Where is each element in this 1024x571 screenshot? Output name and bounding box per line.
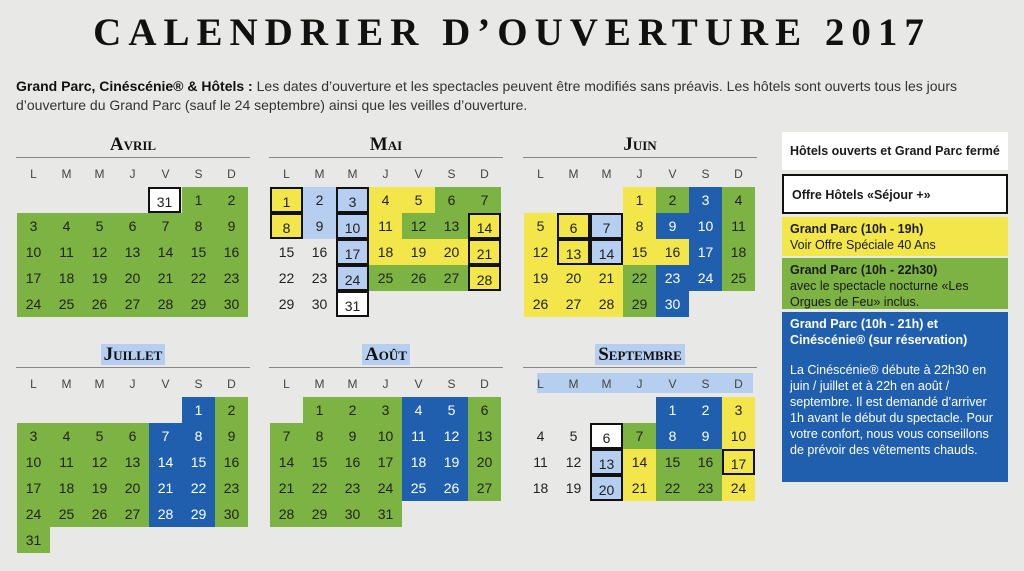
weekday-label: D [480, 377, 489, 391]
day-cell: 7 [623, 423, 656, 449]
day-cell: 21 [623, 475, 656, 501]
day-cell: 28 [270, 501, 303, 527]
day-cell: 12 [524, 239, 557, 265]
day-cell: 31 [148, 187, 181, 213]
day-cell: 28 [590, 291, 623, 317]
day-cell: 23 [215, 265, 248, 291]
day-cell: 9 [656, 213, 689, 239]
weekday-label: L [537, 167, 544, 181]
day-cell: 1 [303, 397, 336, 423]
month-name: Juillet [16, 343, 250, 368]
day-cell: 18 [402, 449, 435, 475]
day-cell: 17 [17, 265, 50, 291]
day-cell: 23 [336, 475, 369, 501]
day-cell: 9 [215, 213, 248, 239]
day-cell: 26 [83, 291, 116, 317]
day-cell: 24 [722, 475, 755, 501]
day-cell: 22 [623, 265, 656, 291]
day-cell: 5 [83, 213, 116, 239]
month-name: Avril [16, 133, 250, 158]
month-5 [523, 343, 757, 563]
day-cell: 31 [369, 501, 402, 527]
day-cell: 29 [278, 296, 295, 312]
day-cell: 30 [656, 291, 689, 317]
day-cell: 24 [17, 501, 50, 527]
weekday-label: J [636, 377, 643, 391]
day-cell: 11 [50, 239, 83, 265]
day-cell: 26 [402, 265, 435, 291]
day-cell: 14 [149, 239, 182, 265]
day-cell: 9 [689, 423, 722, 449]
day-cell: 27 [468, 475, 501, 501]
day-cell: 25 [50, 501, 83, 527]
weekday-label: S [701, 377, 710, 391]
day-cell: 4 [50, 423, 83, 449]
day-cell: 25 [402, 475, 435, 501]
day-cell: 10 [369, 423, 402, 449]
weekday-label: S [194, 377, 203, 391]
day-cell: 8 [656, 423, 689, 449]
day-cell: 14 [623, 449, 656, 475]
day-cell: 3 [17, 423, 50, 449]
weekday-label: L [283, 167, 290, 181]
day-cell: 22 [182, 265, 215, 291]
month-name: Juin [523, 133, 757, 158]
day-cell: 7 [270, 423, 303, 449]
day-cell: 24 [369, 475, 402, 501]
day-cell: 22 [278, 270, 295, 286]
intro-text [16, 77, 1011, 115]
day-cell: 19 [402, 239, 435, 265]
month-name: Septembre [523, 343, 757, 368]
day-cell: 2 [336, 397, 369, 423]
weekday-label: L [283, 377, 290, 391]
day-cell: 20 [557, 265, 590, 291]
day-cell: 20 [116, 265, 149, 291]
day-cell: 8 [182, 423, 215, 449]
day-cell: 27 [116, 501, 149, 527]
day-cell: 31 [336, 291, 369, 317]
weekday-label: D [734, 167, 743, 181]
weekday-label: M [568, 377, 579, 391]
day-cell: 30 [311, 296, 328, 312]
day-cell: 29 [623, 291, 656, 317]
weekday-label: M [94, 377, 105, 391]
weekday-label: V [161, 377, 170, 391]
day-cell: 14 [270, 449, 303, 475]
day-cell: 7 [149, 213, 182, 239]
day-cell: 21 [468, 239, 501, 265]
day-cell: 7 [149, 423, 182, 449]
day-cell: 6 [557, 213, 590, 239]
day-cell: 3 [369, 397, 402, 423]
weekday-label: J [129, 377, 136, 391]
day-cell: 20 [590, 475, 623, 501]
weekday-label: S [194, 167, 203, 181]
day-cell: 5 [83, 423, 116, 449]
day-cell: 30 [215, 291, 248, 317]
day-cell: 3 [722, 397, 755, 423]
day-cell: 18 [532, 480, 549, 496]
day-cell: 16 [336, 449, 369, 475]
day-cell: 17 [17, 475, 50, 501]
day-cell: 18 [369, 239, 402, 265]
day-cell: 5 [569, 428, 578, 444]
day-cell: 15 [656, 449, 689, 475]
day-cell: 10 [336, 213, 369, 239]
day-cell: 18 [722, 239, 755, 265]
day-cell: 4 [536, 428, 545, 444]
day-cell: 28 [149, 501, 182, 527]
day-cell: 25 [722, 265, 755, 291]
weekday-label: J [382, 377, 389, 391]
day-cell: 7 [468, 187, 501, 213]
day-cell: 27 [435, 265, 468, 291]
day-cell: 18 [50, 475, 83, 501]
day-cell: 12 [435, 423, 468, 449]
legend-yellow: Grand Parc (10h - 19h) Voir Offre Spéciale 40 Ans [782, 217, 1008, 256]
day-cell: 19 [524, 265, 557, 291]
day-cell: 31 [17, 527, 50, 553]
day-cell: 29 [182, 291, 215, 317]
weekday-label: D [227, 377, 236, 391]
day-cell: 22 [182, 475, 215, 501]
weekday-label: S [447, 377, 456, 391]
day-cell: 17 [369, 449, 402, 475]
day-cell: 15 [182, 239, 215, 265]
weekday-label: M [568, 167, 579, 181]
day-cell: 28 [149, 291, 182, 317]
day-cell: 5 [435, 397, 468, 423]
weekday-label: M [347, 167, 358, 181]
day-cell: 30 [336, 501, 369, 527]
day-cell: 9 [215, 423, 248, 449]
weekday-label: V [414, 167, 423, 181]
day-cell: 1 [623, 187, 656, 213]
weekday-label: M [61, 377, 72, 391]
day-cell: 21 [149, 265, 182, 291]
day-cell: 29 [303, 501, 336, 527]
month-name: Août [269, 343, 503, 368]
weekday-label: L [30, 167, 37, 181]
weekday-label: M [601, 167, 612, 181]
day-cell: 3 [689, 187, 722, 213]
legend-blue: Grand Parc (10h - 21h) et Cinéscénie® (sur réservation) La Cinéscénie® débute à 22h30 en juin / juillet et à 22h en août / septembre. Il est demandé d’arriver 1h avant le début du spectacle. Pour votre confort, nous vous conseillons de prévoir des vêtements chauds. [782, 312, 1008, 482]
day-cell: 16 [689, 449, 722, 475]
day-cell: 23 [215, 475, 248, 501]
weekday-label: V [668, 167, 677, 181]
day-cell: 16 [656, 239, 689, 265]
intro-body: Les dates d’ouverture et les spectacles peuvent être modifiés sans préavis. Les hôtels sont ouverts tous les jours d’ouverture du Grand Parc (sauf le 24 septembre) ainsi que les veilles d’ouverture. [16, 78, 957, 113]
weekday-label: J [382, 167, 389, 181]
legend-hotels: Hôtels ouverts et Grand Parc fermé [782, 132, 1008, 170]
weekday-label: M [314, 167, 325, 181]
day-cell: 10 [17, 449, 50, 475]
day-cell: 27 [116, 291, 149, 317]
day-cell: 29 [182, 501, 215, 527]
day-cell: 13 [435, 213, 468, 239]
day-cell: 10 [17, 239, 50, 265]
page-title: CALENDRIER D’OUVERTURE 2017 [93, 11, 931, 54]
day-cell: 1 [270, 187, 303, 213]
day-cell: 12 [565, 454, 582, 470]
day-cell: 7 [590, 213, 623, 239]
month-1 [269, 133, 503, 353]
weekday-label: M [61, 167, 72, 181]
day-cell: 1 [182, 187, 215, 213]
day-cell: 4 [722, 187, 755, 213]
day-cell: 16 [311, 244, 328, 260]
weekday-label: J [129, 167, 136, 181]
day-cell: 14 [468, 213, 501, 239]
day-cell: 23 [656, 265, 689, 291]
legend-sejour: Offre Hôtels «Séjour +» [782, 174, 1008, 214]
day-cell: 6 [116, 213, 149, 239]
month-0 [16, 133, 250, 353]
day-cell: 21 [590, 265, 623, 291]
day-cell: 12 [83, 239, 116, 265]
day-cell: 22 [656, 475, 689, 501]
day-cell: 25 [50, 291, 83, 317]
day-cell: 28 [468, 265, 501, 291]
day-cell: 11 [369, 213, 402, 239]
day-cell: 13 [590, 449, 623, 475]
weekday-label: M [347, 377, 358, 391]
day-cell: 26 [524, 291, 557, 317]
weekday-label: D [227, 167, 236, 181]
day-cell: 23 [311, 270, 328, 286]
month-3 [16, 343, 250, 563]
weekday-label: L [30, 377, 37, 391]
day-cell: 2 [656, 187, 689, 213]
day-cell: 1 [182, 397, 215, 423]
legend-green: Grand Parc (10h - 22h30) avec le spectacle nocturne «Les Orgues de Feu» inclus. [782, 258, 1008, 309]
weekday-label: L [537, 377, 544, 391]
day-cell: 3 [336, 187, 369, 213]
day-cell: 19 [83, 475, 116, 501]
day-cell: 14 [590, 239, 623, 265]
day-cell: 9 [303, 213, 336, 239]
weekday-label: D [480, 167, 489, 181]
day-cell: 19 [435, 449, 468, 475]
weekday-label: D [734, 377, 743, 391]
day-cell: 27 [557, 291, 590, 317]
day-cell: 2 [689, 397, 722, 423]
day-cell: 26 [435, 475, 468, 501]
day-cell: 20 [468, 449, 501, 475]
day-cell: 11 [722, 213, 755, 239]
day-cell: 11 [50, 449, 83, 475]
weekday-label: M [94, 167, 105, 181]
day-cell: 4 [402, 397, 435, 423]
day-cell: 8 [303, 423, 336, 449]
day-cell: 10 [689, 213, 722, 239]
day-cell: 2 [303, 187, 336, 213]
weekday-label: S [447, 167, 456, 181]
day-cell: 6 [116, 423, 149, 449]
day-cell: 10 [722, 423, 755, 449]
month-4 [269, 343, 503, 563]
day-cell: 6 [468, 397, 501, 423]
day-cell: 13 [557, 239, 590, 265]
month-2 [523, 133, 757, 353]
day-cell: 17 [336, 239, 369, 265]
day-cell: 15 [623, 239, 656, 265]
day-cell: 17 [722, 449, 755, 475]
day-cell: 4 [50, 213, 83, 239]
day-cell: 1 [656, 397, 689, 423]
day-cell: 16 [215, 239, 248, 265]
day-cell: 8 [623, 213, 656, 239]
day-cell: 12 [402, 213, 435, 239]
weekday-label: S [701, 167, 710, 181]
day-cell: 5 [524, 213, 557, 239]
day-cell: 16 [215, 449, 248, 475]
day-cell: 12 [83, 449, 116, 475]
day-cell: 22 [303, 475, 336, 501]
day-cell: 17 [689, 239, 722, 265]
day-cell: 2 [215, 397, 248, 423]
day-cell: 11 [533, 454, 548, 470]
intro-bold: Grand Parc, Cinéscénie® & Hôtels : [16, 78, 253, 94]
day-cell: 6 [590, 423, 623, 449]
day-cell: 13 [116, 449, 149, 475]
day-cell: 20 [116, 475, 149, 501]
day-cell: 19 [565, 480, 582, 496]
weekday-label: J [636, 167, 643, 181]
weekday-label: V [668, 377, 677, 391]
day-cell: 14 [149, 449, 182, 475]
day-cell: 13 [468, 423, 501, 449]
day-cell: 6 [435, 187, 468, 213]
day-cell: 2 [215, 187, 248, 213]
day-cell: 20 [435, 239, 468, 265]
day-cell: 3 [17, 213, 50, 239]
day-cell: 23 [689, 475, 722, 501]
day-cell: 8 [182, 213, 215, 239]
weekday-label: M [314, 377, 325, 391]
day-cell: 19 [83, 265, 116, 291]
day-cell: 21 [149, 475, 182, 501]
day-cell: 9 [336, 423, 369, 449]
day-cell: 21 [270, 475, 303, 501]
day-cell: 26 [83, 501, 116, 527]
day-cell: 5 [402, 187, 435, 213]
day-cell: 15 [278, 244, 295, 260]
day-cell: 30 [215, 501, 248, 527]
day-cell: 24 [17, 291, 50, 317]
weekday-label: M [601, 377, 612, 391]
day-cell: 18 [50, 265, 83, 291]
day-cell: 8 [270, 213, 303, 239]
month-name: Mai [269, 133, 503, 158]
weekday-label: V [414, 377, 423, 391]
day-cell: 13 [116, 239, 149, 265]
day-cell: 15 [303, 449, 336, 475]
day-cell: 24 [336, 265, 369, 291]
day-cell: 4 [369, 187, 402, 213]
weekday-label: V [161, 167, 170, 181]
day-cell: 25 [369, 265, 402, 291]
day-cell: 24 [689, 265, 722, 291]
day-cell: 15 [182, 449, 215, 475]
day-cell: 11 [402, 423, 435, 449]
